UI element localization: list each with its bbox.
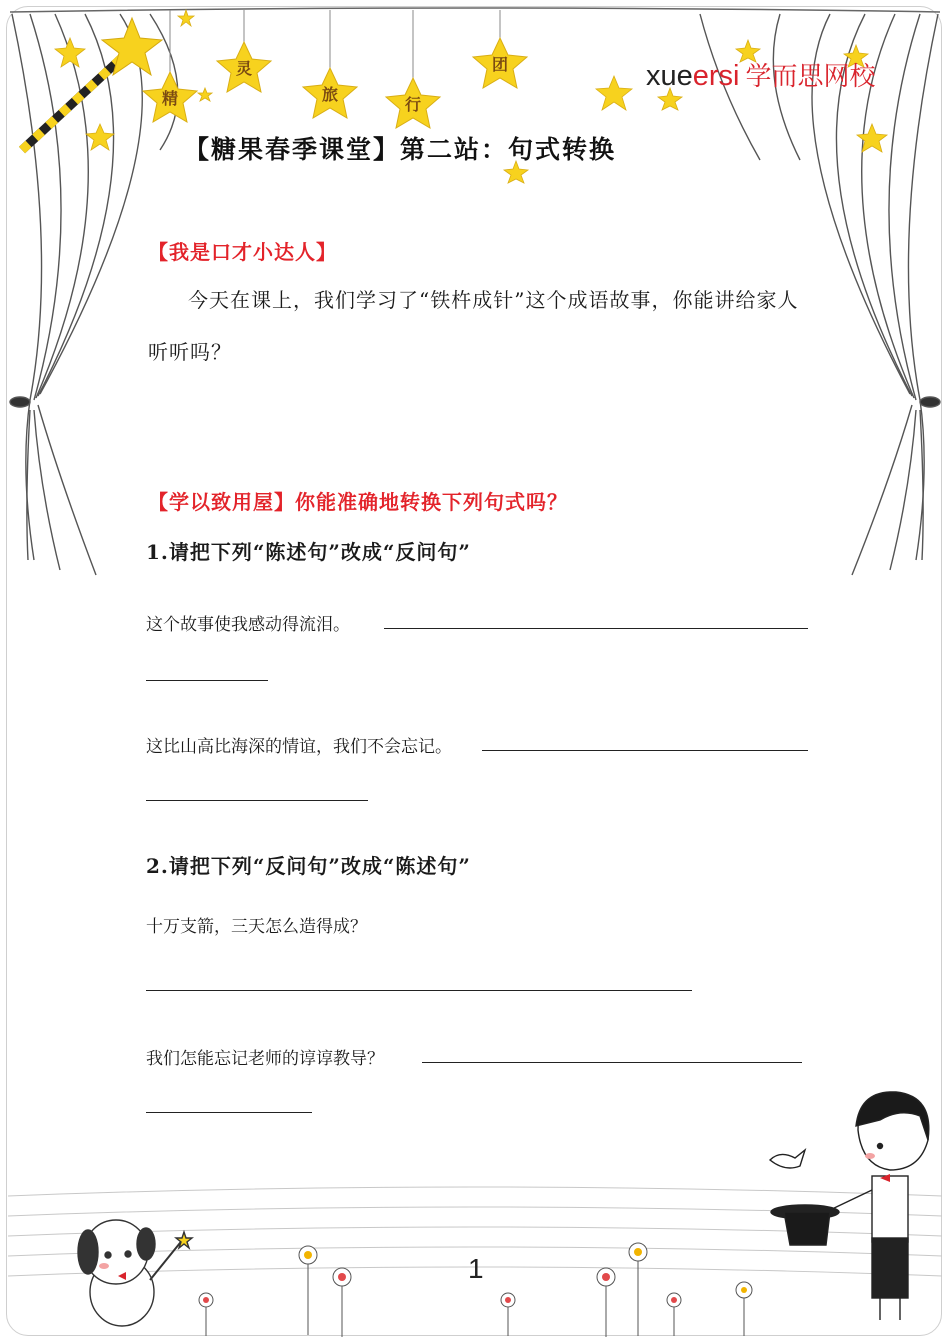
brand-logo-text-b: ersi bbox=[692, 60, 740, 92]
section-heading-practice: 【学以致用屋】你能准确地转换下列句式吗？ bbox=[148, 490, 568, 514]
page-title: 【糖果春季课堂】第二站：句式转换 bbox=[184, 135, 617, 164]
star-label-3: 旅 bbox=[321, 85, 339, 104]
question-2-title: 2.请把下列“反问句”改成“陈述句” bbox=[146, 854, 471, 878]
answer-line[interactable] bbox=[422, 1062, 802, 1063]
star-label-1: 精 bbox=[161, 89, 179, 108]
answer-line[interactable] bbox=[482, 750, 808, 751]
question-1-title: 1.请把下列“陈述句”改成“反问句” bbox=[146, 540, 471, 564]
answer-line[interactable] bbox=[146, 680, 268, 681]
question-2-sentence-2: 我们怎能忘记老师的谆谆教导？ bbox=[146, 1049, 384, 1069]
section-paragraph: 今天在课上，我们学习了“铁杵成针”这个成语故事，你能讲给家人听听吗？ bbox=[148, 288, 799, 364]
question-2-sentence-1: 十万支箭，三天怎么造得成？ bbox=[146, 917, 367, 937]
magic-wand-illustration bbox=[22, 18, 162, 150]
section-heading-speaking: 【我是口才小达人】 bbox=[148, 240, 337, 264]
page-number: 1 bbox=[468, 1253, 484, 1284]
hanging-letter-stars bbox=[143, 38, 527, 128]
answer-line[interactable] bbox=[384, 628, 808, 629]
star-label-4: 行 bbox=[404, 95, 422, 114]
star-label-2: 灵 bbox=[235, 59, 253, 78]
question-1-sentence-2: 这比山高比海深的情谊，我们不会忘记。 bbox=[146, 737, 452, 757]
brand-logo bbox=[646, 56, 876, 93]
brand-logo-text-a: xue bbox=[646, 60, 693, 92]
answer-line[interactable] bbox=[146, 990, 692, 991]
star-label-5: 团 bbox=[491, 55, 509, 74]
puppy-illustration bbox=[78, 1220, 192, 1326]
answer-line[interactable] bbox=[146, 1112, 312, 1113]
magician-boy-illustration bbox=[770, 1092, 929, 1320]
question-1-sentence-1: 这个故事使我感动得流泪。 bbox=[146, 615, 350, 635]
answer-line[interactable] bbox=[146, 800, 368, 801]
brand-logo-chinese: 学而思网校 bbox=[745, 62, 876, 92]
